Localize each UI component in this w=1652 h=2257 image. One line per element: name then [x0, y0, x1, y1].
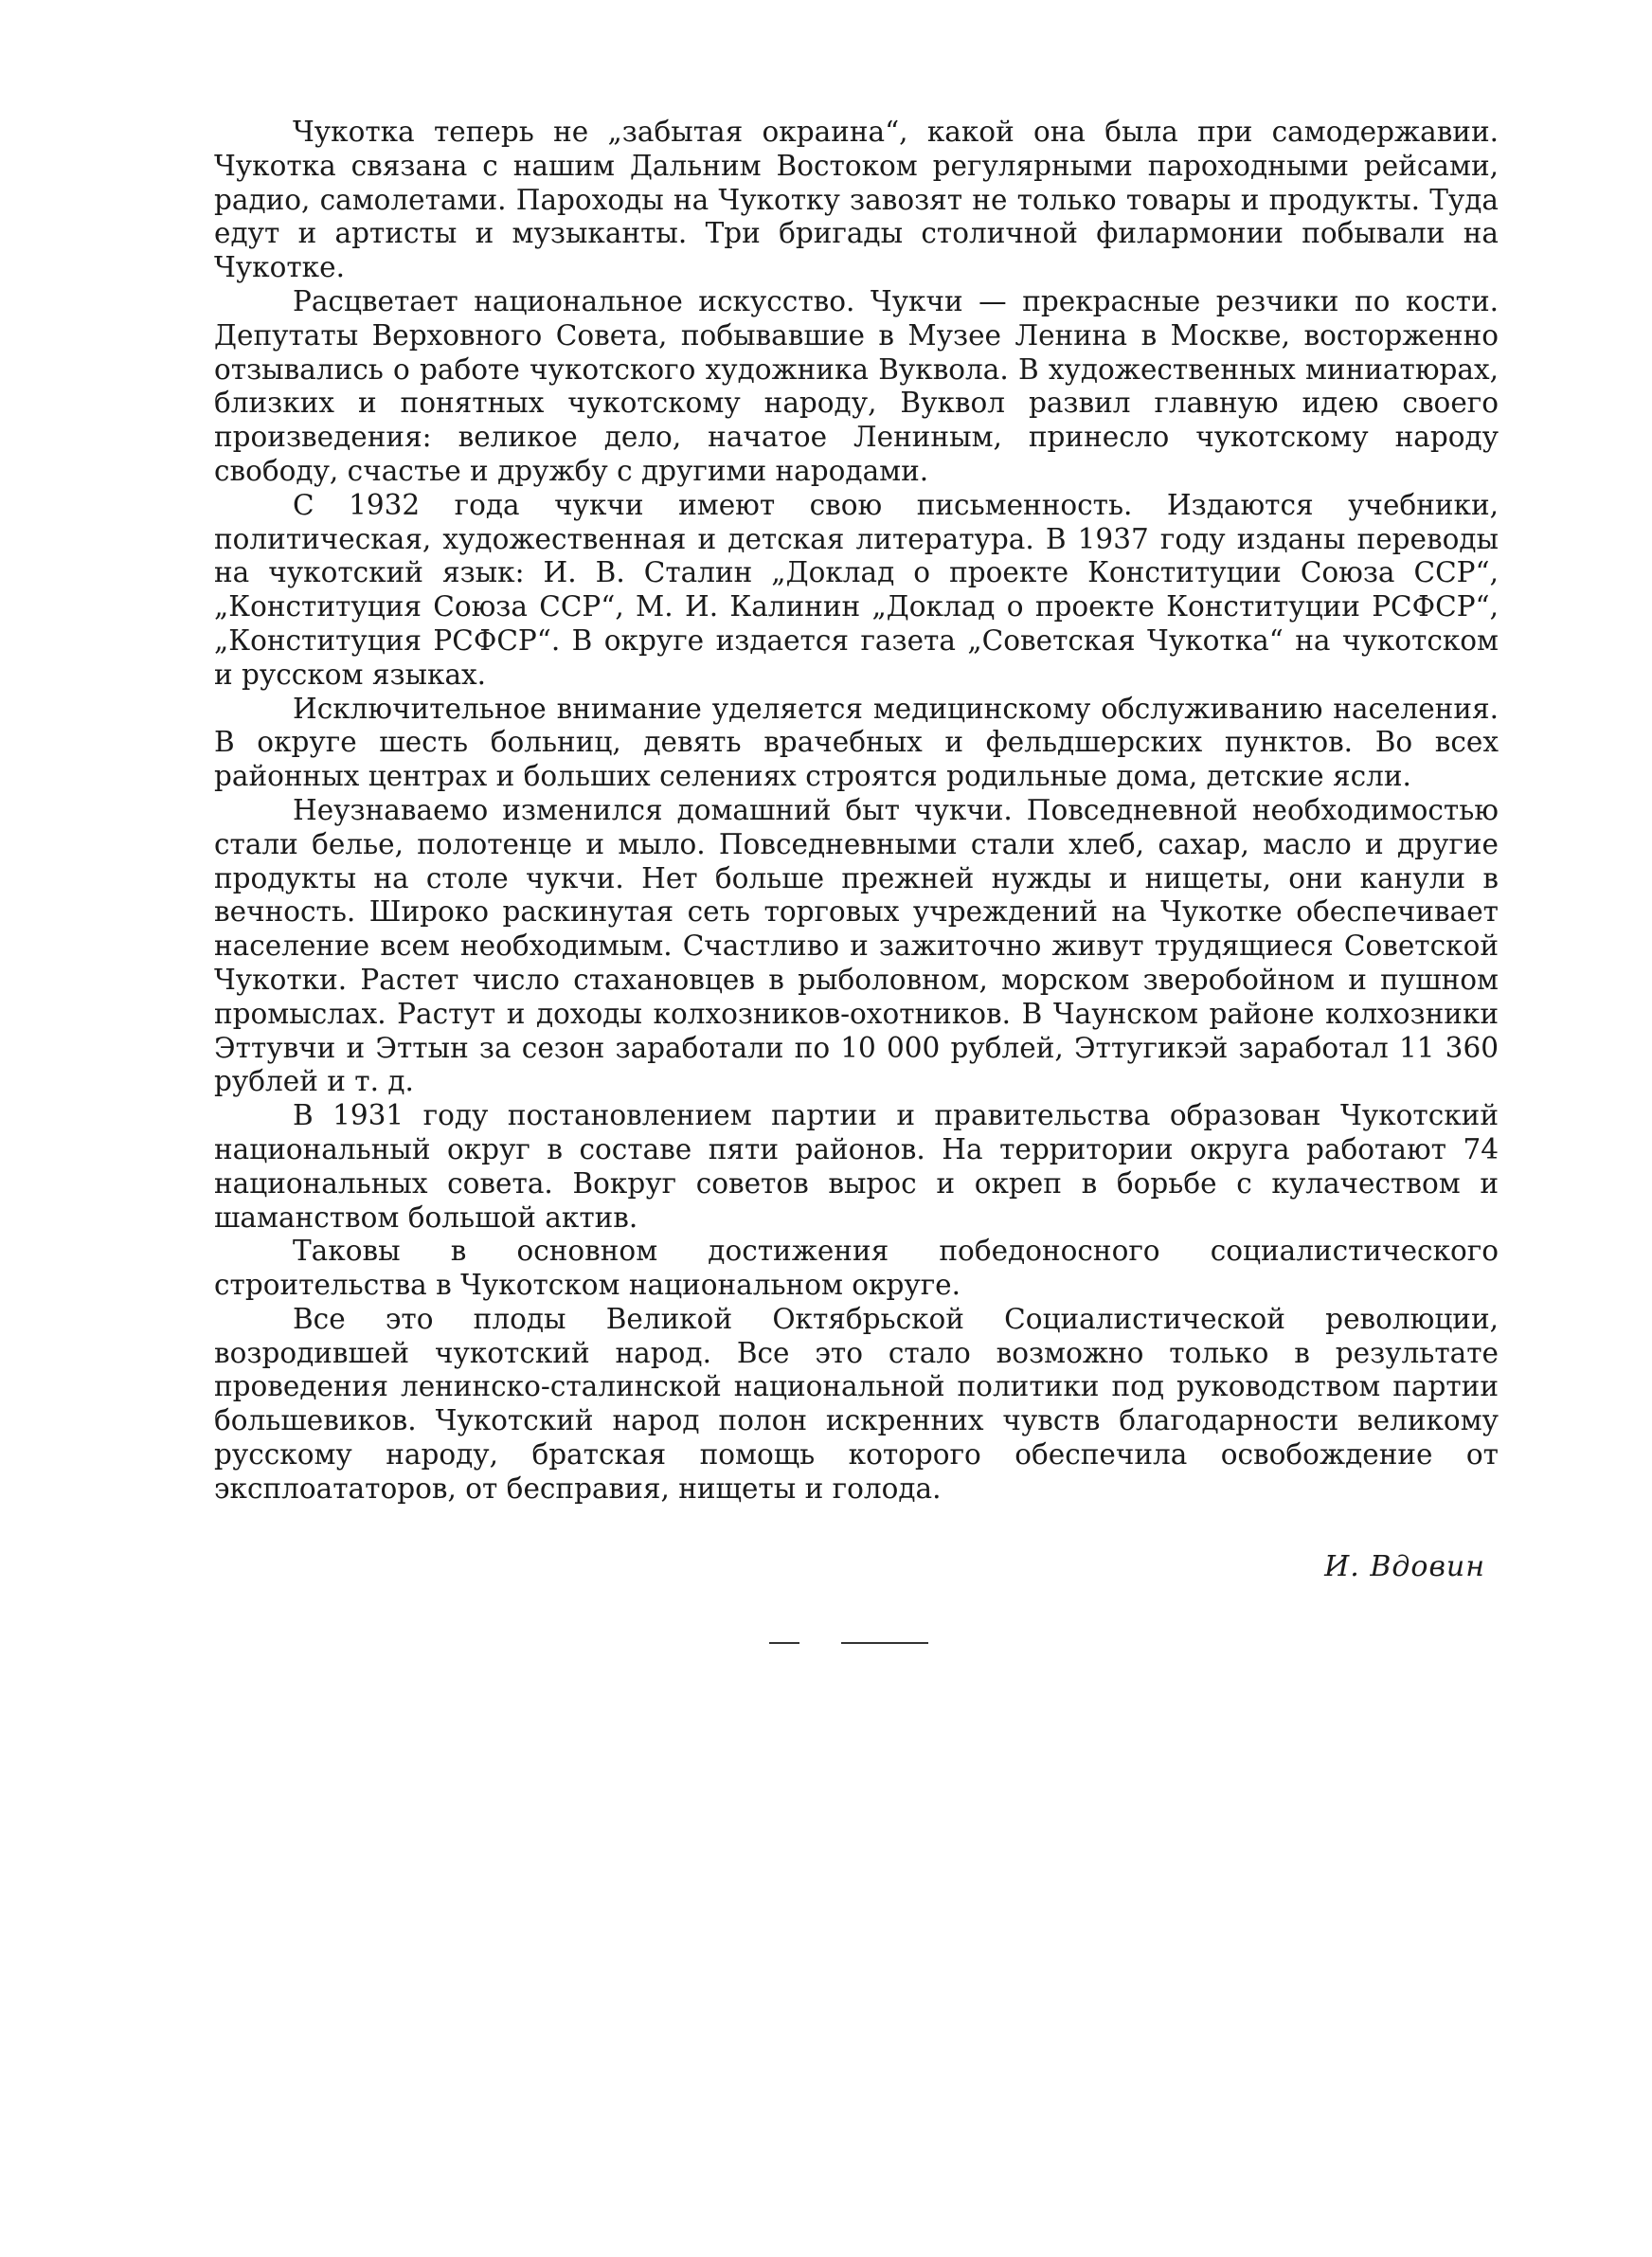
- author-signature: И. Вдовин: [1324, 1550, 1485, 1583]
- paragraph-1: Чукотка теперь не „забытая окраина“, какой она была при самодержавии. Чукотка связана с нашим Дальним Востоком регулярными пароходными рейсами, радио, самолетами. Пароходы на Чукотку завозят не только товары и продукты. Туда едут и артисты и музыканты. Три бригады столичной филармонии побывали на Чукотке.: [214, 116, 1499, 284]
- section-divider-long: [841, 1642, 928, 1644]
- paragraph-5: Неузнаваемо изменился домашний быт чукчи. Повседневной необходимостью стали белье, полотенце и мыло. Повседневными стали хлеб, сахар, масло и другие продукты на столе чукчи. Нет больше прежней нужды и нищеты, они канули в вечность. Широко раскинутая сеть торговых учреждений на Чукотке обеспечивает население всем необходимым. Счастливо и зажиточно живут трудящиеся Советской Чукотки. Растет число стахановцев в рыболовном, морском зверобойном и пушном промыслах. Растут и доходы колхозников-охотников. В Чаунском районе колхозники Эттувчи и Эттын за сезон заработали по 10 000 рублей, Эттугикэй заработал 11 360 рублей и т. д.: [214, 793, 1499, 1098]
- paragraph-8: Все это плоды Великой Октябрьской Социалистической революции, возродившей чукотский народ. Все это стало возможно только в результате проведения ленинско-сталинской национальной политики под руководством партии большевиков. Чукотский народ полон искренних чувств благодарности великому русскому народу, братская помощь которого обеспечила освобождение от эксплоататоров, от бесправия, нищеты и голода.: [214, 1302, 1499, 1505]
- paragraph-6: В 1931 году постановлением партии и правительства образован Чукотский национальный округ в составе пяти районов. На территории округа работают 74 национальных совета. Вокруг советов вырос и окреп в борьбе с кулачеством и шаманством большой актив.: [214, 1099, 1499, 1234]
- section-divider-short: [769, 1642, 799, 1644]
- paragraph-4: Исключительное внимание уделяется медицинскому обслуживанию населения. В округе шесть больниц, девять врачебных и фельдшерских пунктов. Во всех районных центрах и больших селениях строятся родильные дома, детские ясли.: [214, 692, 1499, 793]
- paragraph-7: Таковы в основном достижения победоносного социалистического строительства в Чукотском национальном округе.: [214, 1235, 1499, 1302]
- paragraph-2: Расцветает национальное искусство. Чукчи — прекрасные резчики по кости. Депутаты Верховного Совета, побывавшие в Музее Ленина в Москве, восторженно отзывались о работе чукотского художника Вуквола. В художественных миниатюрах, близких и понятных чукотскому народу, Вуквол развил главную идею своего произведения: великое дело, начатое Лениным, принесло чукотскому народу свободу, счастье и дружбу с другими народами.: [214, 284, 1499, 487]
- article-body: [214, 116, 1499, 1507]
- paragraph-3: С 1932 года чукчи имеют свою письменность. Издаются учебники, политическая, художественная и детская литература. В 1937 году изданы переводы на чукотский язык: И. В. Сталин „Доклад о проекте Конституции Союза ССР“, „Конституция Союза ССР“, М. И. Калинин „Доклад о проекте Конституции РСФСР“, „Конституция РСФСР“. В округе издается газета „Советская Чукотка“ на чукотском и русском языках.: [214, 488, 1499, 691]
